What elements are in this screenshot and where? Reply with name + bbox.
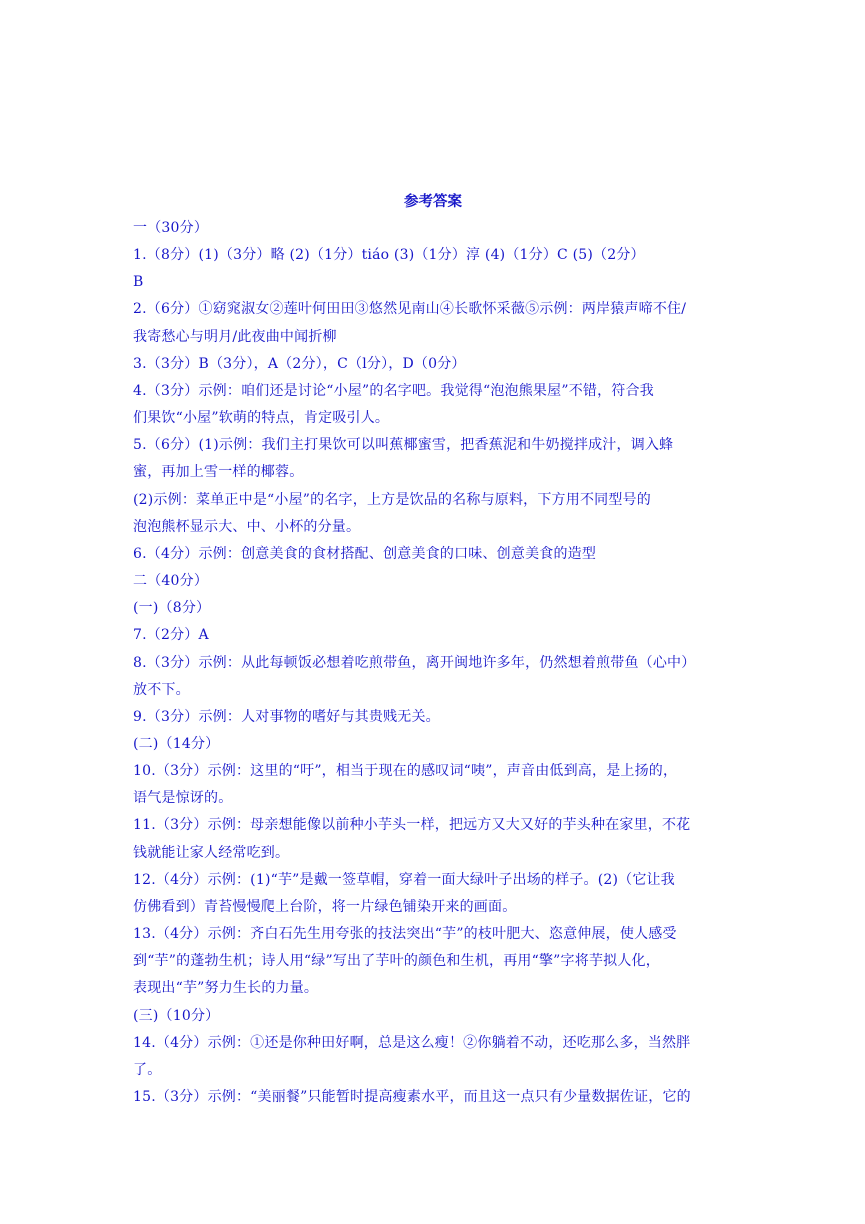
answer-line: 11.（3分）示例：母亲想能像以前种小芋头一样，把远方又大又好的芋头种在家里，不花 — [133, 817, 691, 834]
answer-line: 6.（4分）示例：创意美食的食材搭配、创意美食的口味、创意美食的造型 — [133, 545, 597, 562]
answer-line: (三)（10分） — [133, 1007, 220, 1024]
answer-line: 钱就能让家人经常吃到。 — [133, 844, 290, 861]
answer-line: 13.（4分）示例：齐白石先生用夸张的技法突出“芋”的枝叶肥大、恣意伸展，使人感受 — [133, 926, 677, 943]
answer-line: 到“芋”的蓬勃生机；诗人用“绿”写出了芋叶的颜色和生机，再用“擎”字将芋拟人化， — [133, 953, 660, 970]
answer-line: 7.（2分）A — [133, 627, 209, 644]
document-title: 参考答案 — [404, 193, 462, 210]
answer-document — [133, 188, 733, 1111]
answer-line: 8.（3分）示例：从此每顿饭必想着吃煎带鱼，离开闽地许多年，仍然想着煎带鱼（心中） — [133, 654, 696, 671]
answer-line: (二)（14分） — [133, 735, 220, 752]
answer-line: 蜜，再加上雪一样的椰蓉。 — [133, 464, 304, 481]
answer-line: 语气是惊讶的。 — [133, 790, 233, 807]
answer-line: 放不下。 — [133, 681, 190, 698]
answer-line: 表现出“芋”努力生长的力量。 — [133, 980, 319, 997]
answer-line: 了。 — [133, 1061, 162, 1078]
answer-line: 9.（3分）示例：人对事物的嗜好与其贵贱无关。 — [133, 708, 440, 725]
answer-line: 3.（3分）B（3分），A（2分），C（l分），D（0分） — [133, 355, 466, 372]
answer-line: 10.（3分）示例：这里的“吁”，相当于现在的感叹词“咦”，声音由低到高，是上扬的， — [133, 763, 678, 780]
answer-line: 1.（8分）(1)（3分）略 (2)（1分）tiáo (3)（1分）淳 (4)（1分）C (5)（2分） — [133, 247, 645, 264]
answer-line: (一)（8分） — [133, 600, 211, 617]
answer-line: 二（40分） — [133, 573, 209, 590]
answer-line: 2.（6分）①窈窕淑女②莲叶何田田③悠然见南山④长歌怀采薇⑤示例：两岸猿声啼不住/ — [133, 301, 687, 318]
answer-line: 14.（4分）示例：①还是你种田好啊，总是这么瘦！②你躺着不动，还吃那么多，当然胖 — [133, 1034, 691, 1051]
answer-line: 仿佛看到）青苔慢慢爬上台阶，将一片绿色铺染开来的画面。 — [133, 898, 517, 915]
answer-line: 12.（4分）示例：(1)“芋”是戴一签草帽，穿着一面大绿叶子出场的样子。(2)（它让我 — [133, 871, 675, 888]
answer-lines — [133, 215, 733, 1111]
answer-line: 4.（3分）示例：咱们还是讨论“小屋”的名字吧。我觉得“泡泡熊果屋”不错，符合我 — [133, 382, 654, 399]
answer-line: 15.（3分）示例：“美丽餐”只能暂时提高瘦素水平，而且这一点只有少量数据佐证，它的 — [133, 1089, 691, 1105]
answer-line: 一（30分） — [133, 220, 209, 236]
answer-line: B — [133, 274, 144, 291]
answer-line: 5.（6分）(1)示例：我们主打果饮可以叫蕉椰蜜雪，把香蕉泥和牛奶搅拌成汁，调入蜂 — [133, 437, 674, 454]
answer-line: 泡泡熊杯显示大、中、小杯的分量。 — [133, 518, 361, 535]
answer-line: 们果饮“小屋”软萌的特点，肯定吸引人。 — [133, 410, 390, 427]
answer-line: 我寄愁心与明月/此夜曲中闻折柳 — [133, 328, 337, 345]
answer-line: (2)示例：菜单正中是“小屋”的名字，上方是饮品的名称与原料，下方用不同型号的 — [133, 491, 651, 508]
